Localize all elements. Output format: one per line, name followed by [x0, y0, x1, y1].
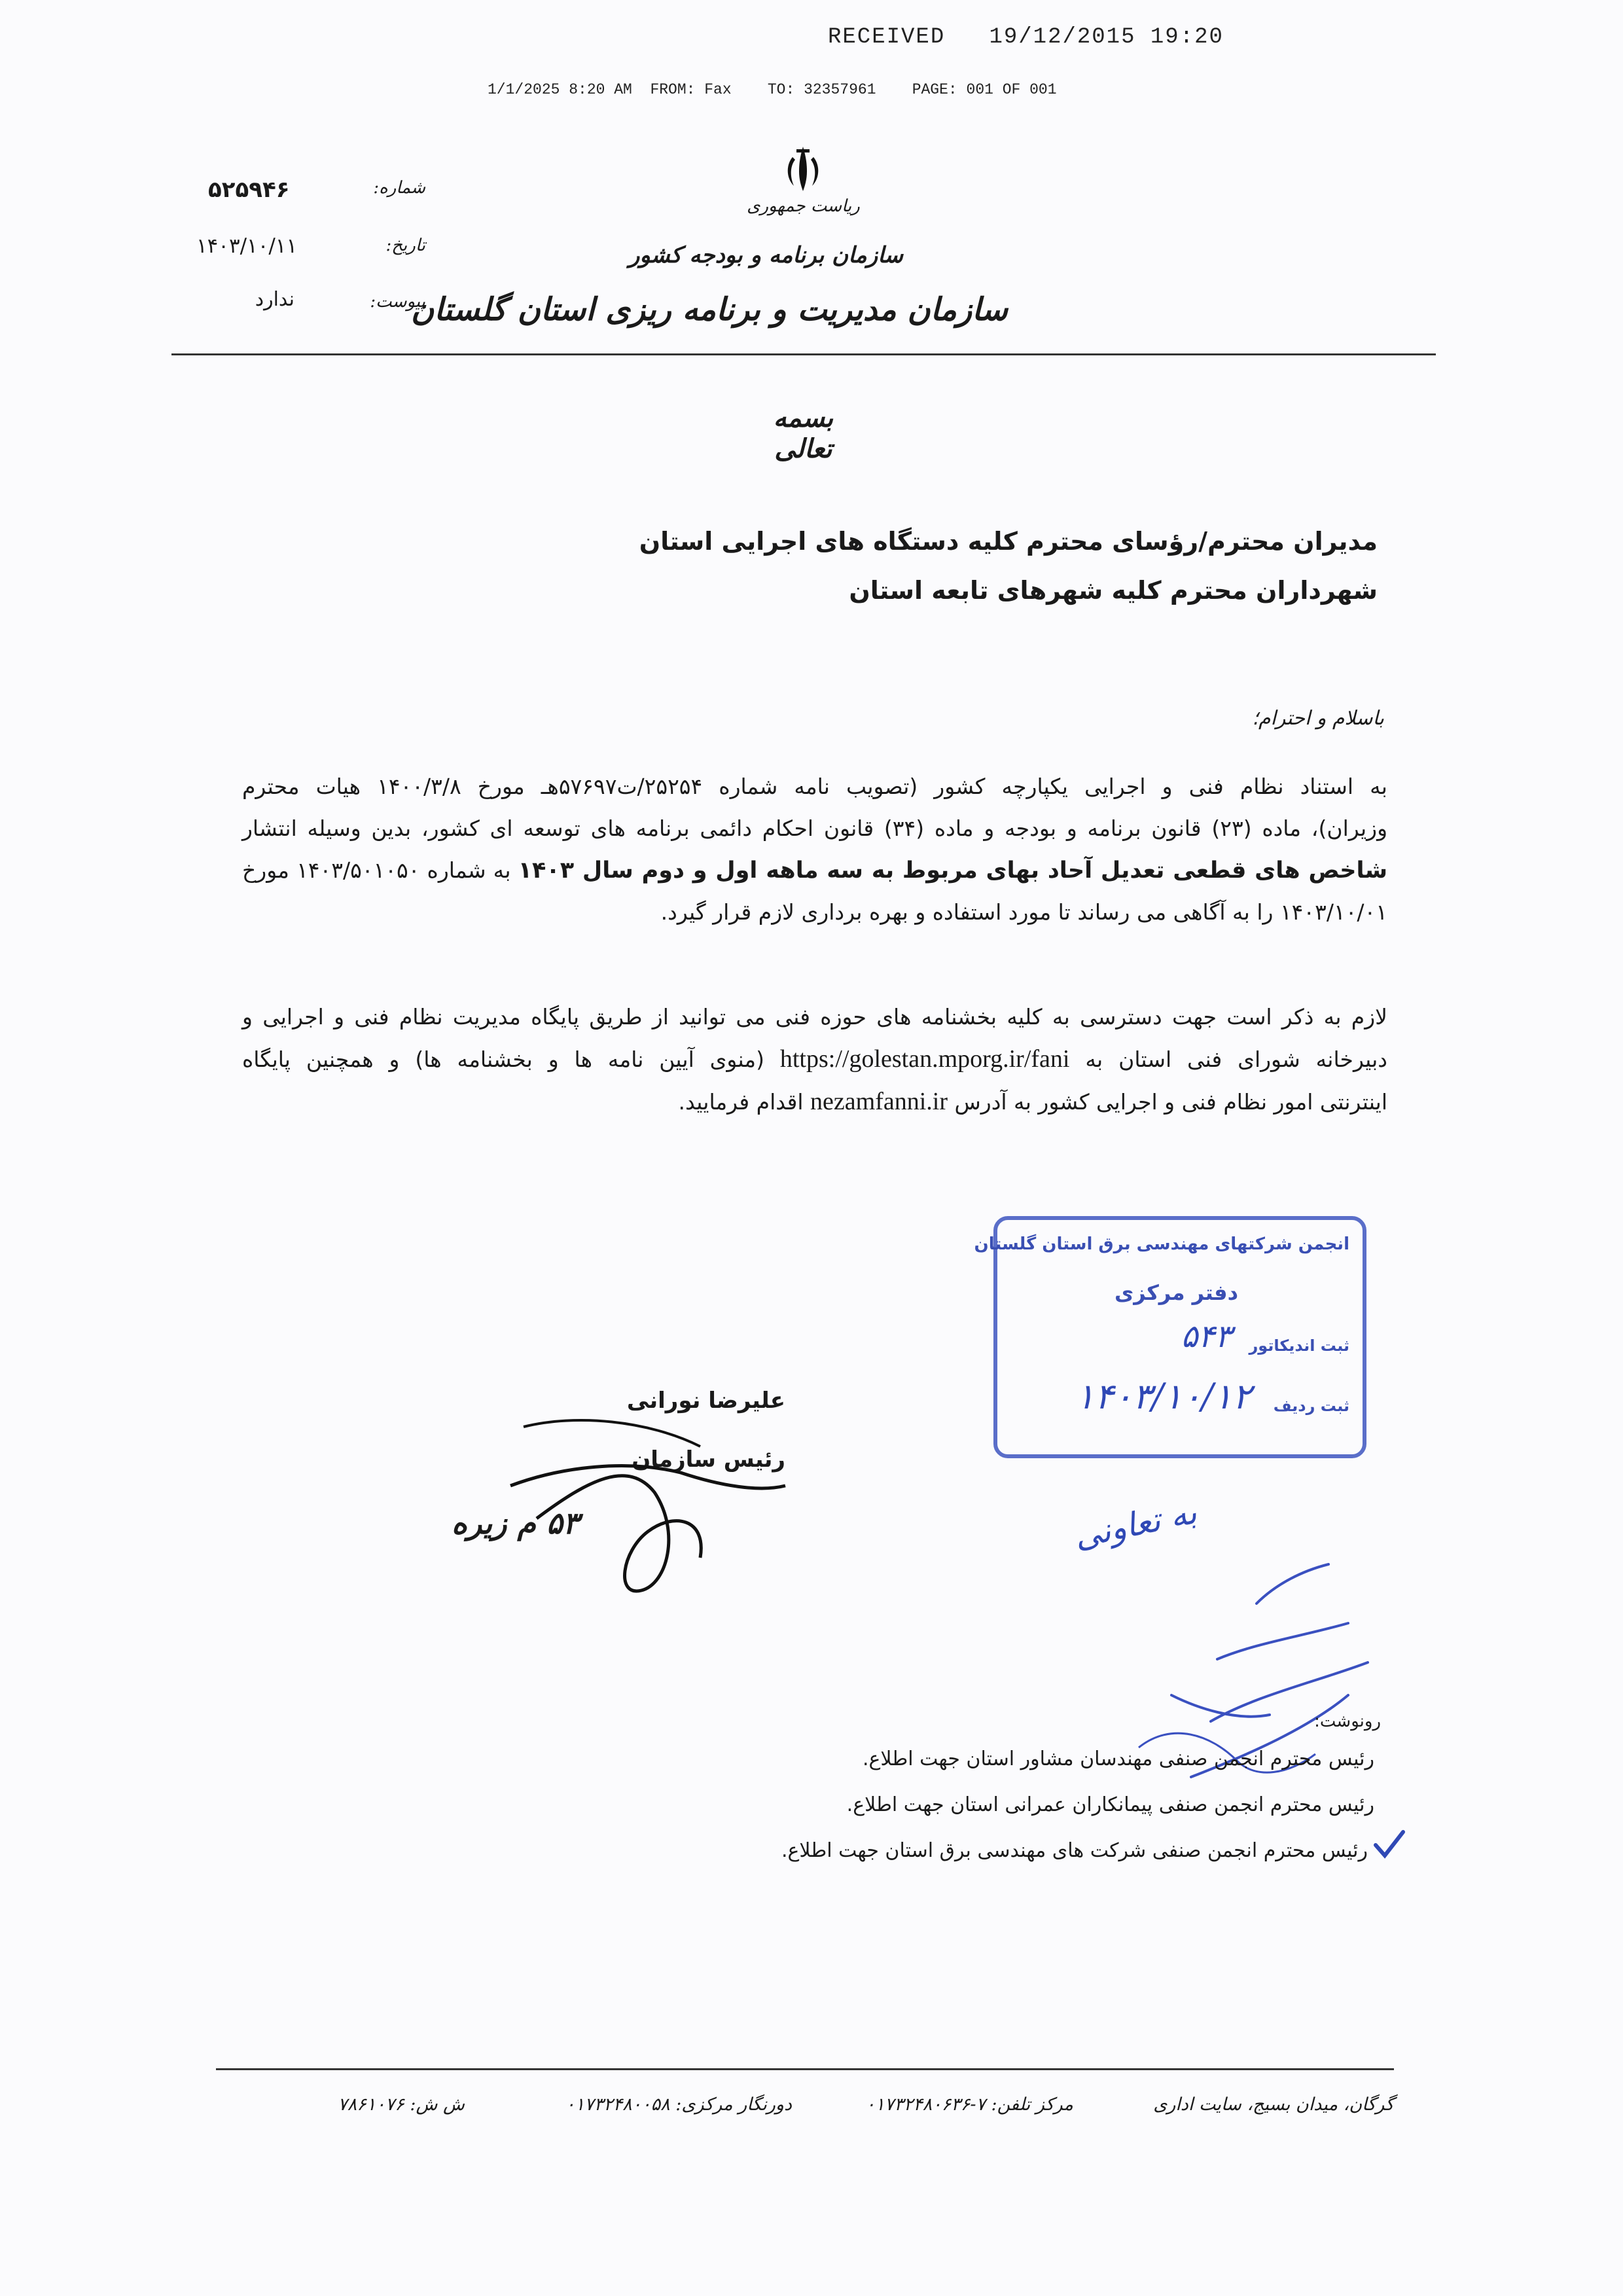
footer-postal: ش ش: ۷۸۶۱۰۷۶	[338, 2094, 465, 2115]
meta-number-value: ۵۲۵۹۴۶	[208, 177, 290, 203]
signature-scribble	[484, 1388, 798, 1604]
meta-number-label: شماره:	[373, 178, 425, 198]
body-p2-line-2	[242, 1038, 1387, 1081]
stamp-row-label: ثبت ردیف	[1273, 1397, 1349, 1415]
stamp-line-1: انجمن شرکتهای مهندسی برق استان گلستان	[974, 1234, 1349, 1254]
body-p2-line-3	[242, 1081, 1387, 1123]
margin-note: به تعاونی	[1071, 1492, 1200, 1556]
registration-stamp	[974, 1216, 1366, 1458]
fani-url-link[interactable]: https://golestan.mporg.ir/fani	[779, 1045, 1070, 1073]
letterhead-presidency: ریاست جمهوری	[747, 196, 860, 216]
checkmark-icon	[1373, 1829, 1406, 1859]
fax-received-line	[828, 25, 1224, 50]
body-p1-line-1: به استناد نظام فنی و اجرایی یکپارچه کشور (تصویب نامه شماره ۲۵۲۵۴/ت۵۷۶۹۷هـ مورخ ۱۴۰۰/۳/۸ هیات محترم	[242, 774, 1387, 799]
body-paragraph-1	[242, 766, 1387, 933]
addressee-1: مدیران محترم/رؤسای محترم کلیه دستگاه های اجرایی استان	[639, 527, 1378, 556]
letterhead-org-national: سازمان برنامه و بودجه کشور	[629, 242, 903, 268]
header-divider	[171, 353, 1436, 355]
signature-name: علیرضا نورانی	[626, 1388, 785, 1414]
body-p2-text-d: اقدام فرمایید.	[678, 1089, 804, 1115]
signature-note: ۵۳ م زیره	[452, 1505, 579, 1541]
body-paragraph-2	[242, 996, 1387, 1123]
footer-phone: مرکز تلفن: ۷-۰۱۷۳۲۴۸۰۶۳۶	[865, 2094, 1073, 2115]
fax-received-datetime: 19/12/2015 19:20	[989, 25, 1224, 50]
signature-title: رئیس سازمان	[632, 1446, 785, 1473]
stamp-line-2: دفتر مرکزی	[1114, 1280, 1238, 1305]
fax-received-label: RECEIVED	[828, 25, 946, 50]
body-p1-bold-title: شاخص های قطعی تعدیل آحاد بهای مربوط به سه ماهه اول و دوم سال ۱۴۰۳	[518, 857, 1387, 884]
meta-attachment-label: پیوست:	[370, 292, 425, 312]
addressee-2: شهرداران محترم کلیه شهرهای تابعه استان	[849, 576, 1378, 605]
body-p2-line-1: لازم به ذکر است جهت دسترسی به کلیه بخشنامه های حوزه فنی می توانید از طریق پایگاه مدیریت نظام فنی و اجرایی و	[242, 1004, 1387, 1030]
stamp-row-value: ۱۴۰۳/۱۰/۱۲	[1075, 1376, 1251, 1417]
footer-fax: دورنگار مرکزی: ۰۱۷۳۲۴۸۰۰۵۸	[565, 2094, 792, 2115]
stamp-indicator-label: ثبت اندیکاتور	[1249, 1336, 1349, 1355]
body-p1-after-bold: به شماره ۱۴۰۳/۵۰۱۰۵۰ مورخ	[242, 857, 511, 883]
meta-attachment-value: ندارد	[255, 288, 294, 311]
greeting: باسلام و احترام؛	[1252, 707, 1384, 730]
body-p1-line-3	[242, 850, 1387, 891]
footer-address: گرگان، میدان بسیج، سایت اداری	[1153, 2094, 1394, 2115]
body-p1-line-2: وزیران)، ماده (۲۳) قانون برنامه و بودجه و ماده (۳۴) قانون احکام دائمی برنامه های توسعه ای کشور، بدین وسیله انتشار	[242, 816, 1387, 841]
cc-item-3: رئیس محترم انجمن صنفی شرکت های مهندسی برق استان جهت اطلاع.	[781, 1839, 1368, 1862]
body-p2-text-b: (منوی آیین نامه ها و بخشنامه ها) و همچنین پایگاه	[242, 1047, 764, 1072]
letterhead-org-provincial: سازمان مدیریت و برنامه ریزی استان گلستان	[411, 291, 1008, 328]
cc-item-2: رئیس محترم انجمن صنفی پیمانکاران عمرانی استان جهت اطلاع.	[846, 1793, 1374, 1816]
invocation: بسمه تعالی	[773, 403, 834, 464]
cc-item-1: رئیس محترم انجمن صنفی مهندسان مشاور استان جهت اطلاع.	[862, 1748, 1374, 1770]
meta-date-value: ۱۴۰۳/۱۰/۱۱	[196, 234, 298, 258]
body-p2-text-a: دبیرخانه شورای فنی استان به	[1085, 1047, 1387, 1072]
meta-date-label: تاریخ:	[385, 236, 425, 255]
footer-divider	[216, 2068, 1394, 2070]
fax-transmission-line: 1/1/2025 8:20 AM FROM: Fax TO: 32357961 PAGE: 001 OF 001	[488, 81, 1057, 98]
nezamfanni-link[interactable]: nezamfanni.ir	[810, 1088, 948, 1115]
stamp-indicator-value: ۵۴۳	[1181, 1318, 1232, 1355]
cc-label: رونوشت:	[1314, 1712, 1381, 1731]
body-p1-line-4: ۱۴۰۳/۱۰/۰۱ را به آگاهی می رساند تا مورد استفاده و بهره برداری لازم قرار گیرد.	[660, 899, 1387, 925]
body-p2-text-c: اینترنتی امور نظام فنی و اجرایی کشور به آدرس	[954, 1089, 1387, 1115]
emblem-icon	[777, 143, 829, 195]
